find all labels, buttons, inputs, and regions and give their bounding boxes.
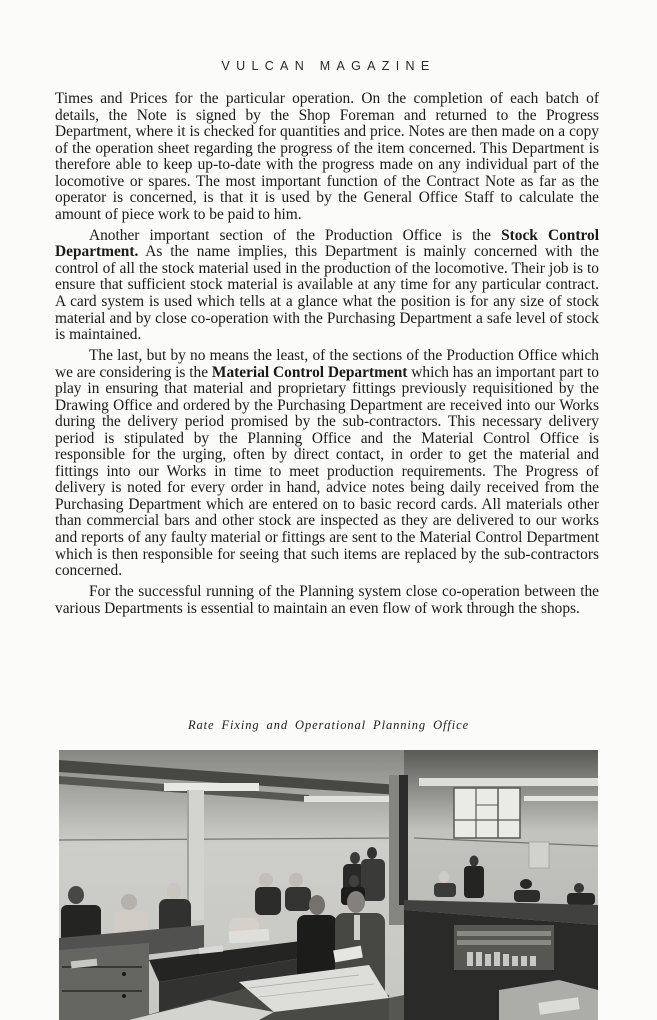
office-photograph bbox=[59, 750, 598, 1020]
paragraph-text: As the name implies, this Department is mainly concerned with the control of all the stock material used in the production of the locomotive. Their job is to ensure that sufficient stock material is available at any time for any particular contract. A card system is used which tells at a glance what the position is for any size of stock material and by close co-operation with the Purchasing Department a safe level of stock is maintained. bbox=[55, 243, 599, 344]
paragraph-text: which has an important part to play in ensuring that material and proprietary fittings previously requisitioned by the Drawing Office and ordered by the Purchasing Department are received into our Works during the delivery period promised by the sub-contractors. This necessary delivery period is stipulated by the Planning Office and the Material Control Office is responsible for the urging, often by direct contact, in order to get the material and fittings into our Works in time to meet production requirements. The Progress of delivery is noted for every order in hand, advice notes being daily received from the Purchasing Department which are entered on to basic record cards. All materials other than commercial bars and other stock are inspected as they are delivered to our works and reports of any faulty material or fittings are sent to the Material Control Department which is then responsible for seeing that such items are replaced by the sub-contractors concerned. bbox=[55, 363, 599, 580]
stock-control-heading: Stock Control Department. bbox=[55, 226, 599, 261]
material-control-heading: Material Control Department bbox=[211, 363, 408, 381]
paragraph-text: Times and Prices for the particular operation. On the completion of each batch of details, the Note is signed by the Shop Foreman and returned to the Progress Department, where it is checked for quantities and price. Notes are then made on a copy of the operation sheet regarding the progress of the item concerned. This Department is therefore able to keep up-to-date with the progress made on any individual part of the locomotive or spares. The most important function of the Contract Note as far as the operator is concerned, is that it is used by the General Office Staff to calculate the amount of piece work to be paid to him. bbox=[55, 90, 599, 223]
article-body bbox=[55, 91, 599, 622]
figure-caption: Rate Fixing and Operational Planning Office bbox=[187, 718, 470, 732]
paragraph-4 bbox=[55, 584, 599, 617]
paragraph-text: Another important section of the Production Office is the bbox=[89, 226, 502, 244]
paragraph-text: The last, but by no means the least, of the sections of the Production Office which we are considering is the bbox=[55, 346, 599, 381]
paragraph-2 bbox=[55, 228, 599, 344]
running-head: VULCAN MAGAZINE bbox=[221, 59, 436, 73]
paragraph-text: For the successful running of the Planning system close co-operation between the various Departments is essential to maintain an even flow of work through the shops. bbox=[55, 583, 599, 617]
paragraph-3 bbox=[55, 348, 599, 580]
paragraph-1 bbox=[55, 91, 599, 223]
